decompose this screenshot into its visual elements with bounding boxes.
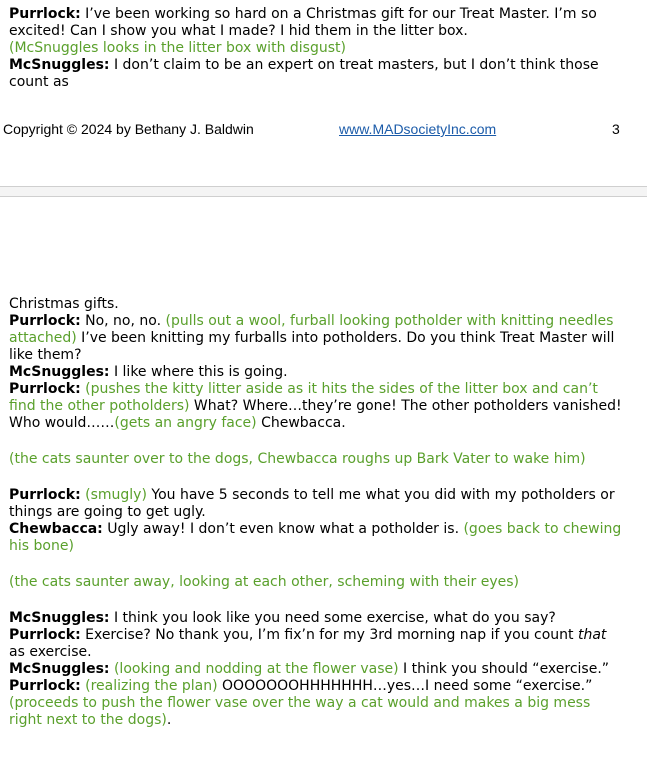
spacer (9, 555, 624, 574)
speaker-name: McSnuggles: (9, 610, 110, 626)
dialogue-line (9, 57, 624, 91)
speaker-name: McSnuggles: (9, 661, 110, 677)
dialogue-line (9, 661, 624, 678)
stage-direction: (looking and nodding at the flower vase) (109, 661, 399, 677)
stage-direction: (proceeds to push the flower vase over the way a cat would and makes a big mess right next to the dogs) (9, 695, 591, 728)
dialogue-text: OOOOOOOHHHHHHH…yes…I need some “exercise.” (217, 678, 593, 694)
page-footer (3, 121, 633, 139)
spacer (9, 591, 624, 610)
dialogue-line (9, 364, 624, 381)
dialogue-text: I think you look like you need some exercise, what do you say? (109, 610, 556, 626)
dialogue-text: What? Where…they’re gone! The other potholders vanished! Who would…… (9, 398, 622, 431)
page-number: 3 (612, 121, 620, 137)
spacer (9, 468, 624, 487)
dialogue-text: I don’t claim to be an expert on treat masters, but I don’t think those count as (9, 57, 599, 90)
emphasis-text: that (577, 627, 607, 643)
stage-direction: (goes back to chewing his bone) (9, 521, 622, 554)
dialogue-text: Exercise? No thank you, I’m fix’n for my 3rd morning nap if you count (80, 627, 578, 643)
stage-direction: (McSnuggles looks in the litter box with disgust) (9, 40, 346, 56)
dialogue-line (9, 678, 624, 729)
dialogue-text: . (166, 712, 172, 728)
stage-direction: (the cats saunter away, looking at each other, scheming with their eyes) (9, 574, 519, 590)
speaker-name: Purrlock: (9, 678, 81, 694)
page1-dialogue (9, 6, 624, 91)
dialogue-text: I like where this is going. (109, 364, 288, 380)
dialogue-text: You have 5 seconds to tell me what you did with my potholders or things are going to get ugly. (9, 487, 615, 520)
stage-direction: (smugly) (80, 487, 147, 503)
website-link[interactable]: www.MADsocietyInc.com (339, 121, 497, 137)
speaker-name: Purrlock: (9, 313, 81, 329)
dialogue-text: I’ve been knitting my furballs into potholders. Do you think Treat Master will like them? (9, 330, 615, 363)
dialogue-line (9, 521, 624, 555)
dialogue-text: Chewbacca. (256, 415, 346, 431)
stage-direction: (pulls out a wool, furball looking potholder with knitting needles attached) (9, 313, 614, 346)
speaker-name: Purrlock: (9, 487, 81, 503)
spacer (9, 432, 624, 451)
dialogue-text: I’ve been working so hard on a Christmas gift for our Treat Master. I’m so excited! Can I show you what I made? I hid them in the litter box. (9, 6, 597, 39)
speaker-name: McSnuggles: (9, 364, 110, 380)
stage-direction: (gets an angry face) (114, 415, 257, 431)
dialogue-line (9, 313, 624, 364)
stage-direction: (pushes the kitty litter aside as it hits the sides of the litter box and can’t find the other potholders) (9, 381, 598, 414)
page2-dialogue (9, 296, 624, 729)
dialogue-text: as exercise. (9, 644, 92, 660)
dialogue-text: No, no, no. (80, 313, 166, 329)
page-break (0, 186, 647, 197)
dialogue-text: Ugly away! I don’t even know what a potholder is. (102, 521, 464, 537)
dialogue-line (9, 610, 624, 627)
dialogue-line (9, 381, 624, 432)
stage-direction: (realizing the plan) (80, 678, 218, 694)
dialogue-line (9, 6, 624, 40)
copyright-notice: Copyright © 2024 by Bethany J. Baldwin (3, 121, 254, 137)
dialogue-line (9, 487, 624, 521)
dialogue-line: Christmas gifts. (9, 296, 119, 312)
speaker-name: Purrlock: (9, 381, 81, 397)
dialogue-line (9, 627, 624, 661)
speaker-name: Purrlock: (9, 627, 81, 643)
dialogue-text: I think you should “exercise.” (398, 661, 610, 677)
speaker-name: Purrlock: (9, 6, 81, 22)
speaker-name: Chewbacca: (9, 521, 103, 537)
stage-direction: (the cats saunter over to the dogs, Chewbacca roughs up Bark Vater to wake him) (9, 451, 586, 467)
speaker-name: McSnuggles: (9, 57, 110, 73)
